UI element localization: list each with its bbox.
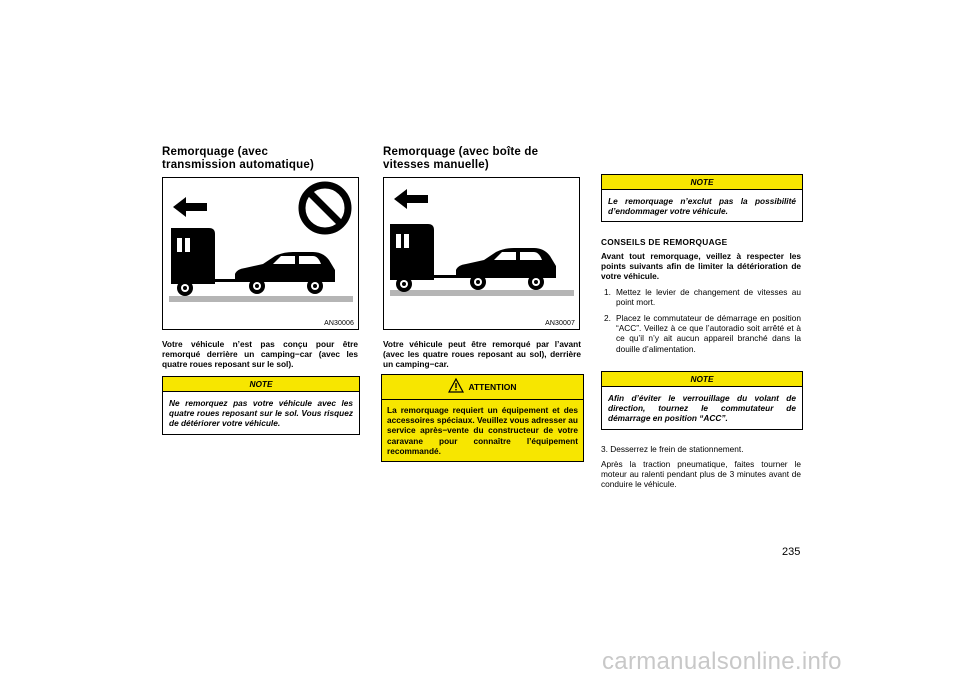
- towing-tips-heading: CONSEILS DE REMORQUAGE: [601, 237, 728, 247]
- heading-line-2: vitesses manuelle): [383, 159, 489, 171]
- ground: [169, 296, 353, 302]
- camper-icon: [171, 228, 215, 284]
- heading-line-1: Remorquage (avec boîte de: [383, 146, 539, 158]
- note-box-automatic: [162, 376, 360, 435]
- note-text: Ne remorquez pas votre véhicule avec les quatre roues reposant sur le sol. Vous risquez de détériorer votre véhicule.: [169, 398, 353, 429]
- attention-header: [382, 375, 583, 400]
- ground: [390, 290, 574, 296]
- left-arrow-icon: [173, 197, 207, 217]
- camper-icon: [390, 224, 434, 280]
- towing-illustration-allowed: [384, 178, 579, 329]
- attention-box: [381, 374, 584, 462]
- towing-figure-automatic: [162, 177, 359, 330]
- warning-triangle-icon: [448, 378, 464, 393]
- note-title: NOTE: [163, 377, 359, 392]
- left-arrow-icon: [394, 189, 428, 209]
- towing-tips-intro: Avant tout remorquage, veillez à respecter les points suivants afin de limiter la détérioration de votre véhicule.: [601, 251, 801, 282]
- watermark: carmanualsonline.info: [602, 648, 842, 675]
- section-heading-automatic: [162, 146, 314, 172]
- step-2: [604, 313, 801, 354]
- note-title: NOTE: [602, 175, 802, 190]
- step-number: 2.: [604, 313, 611, 323]
- note-text: Le remorquage n’exclut pas la possibilité d’endommager votre véhicule.: [608, 196, 796, 217]
- closing-paragraph: Après la traction pneumatique, faites tourner le moteur au ralenti pendant plus de 3 minutes avant de conduire le véhicule.: [601, 459, 801, 490]
- section-heading-manual: [383, 146, 538, 172]
- note-box-steering: [601, 371, 803, 430]
- note-text: Afin d’éviter le verrouillage du volant de direction, tournez le commutateur de démarrage en position “ACC”.: [608, 393, 796, 424]
- heading-line-1: Remorquage (avec: [162, 146, 269, 158]
- intro-paragraph-automatic: Votre véhicule n’est pas conçu pour être remorqué derrière un camping−car (avec les quatre roues reposant sur le sol).: [162, 339, 358, 370]
- figure-code: AN30006: [324, 320, 354, 327]
- attention-title: ATTENTION: [468, 382, 517, 392]
- heading-line-2: transmission automatique): [162, 159, 314, 171]
- towing-figure-manual: [383, 177, 580, 330]
- figure-code: AN30007: [545, 320, 575, 327]
- attention-text: La remorquage requiert un équipement et des accessoires spéciaux. Veuillez vous adresser au service après−vente du constructeur de votre caravane pour connaître l’équipement recommandé.: [387, 405, 578, 456]
- step-3: 3. Desserrez le frein de stationnement.: [601, 444, 744, 454]
- note-title: NOTE: [602, 372, 802, 387]
- step-number: 1.: [604, 287, 611, 297]
- step-1: [604, 287, 801, 307]
- page-number: 235: [782, 546, 801, 558]
- step-text: Placez le commutateur de démarrage en position “ACC”. Veillez à ce que l’autoradio soit arrêté et à ce qu’il n’y ait aucun appareil branché dans la douille d’alimentation.: [616, 313, 801, 354]
- intro-paragraph-manual: Votre véhicule peut être remorqué par l’avant (avec les quatre roues reposant au sol), derrière un camping−car.: [383, 339, 581, 370]
- towing-illustration-prohibited: [163, 178, 358, 329]
- step-text: Mettez le levier de changement de vitesses au point mort.: [616, 287, 801, 308]
- note-box-manual: [601, 174, 803, 222]
